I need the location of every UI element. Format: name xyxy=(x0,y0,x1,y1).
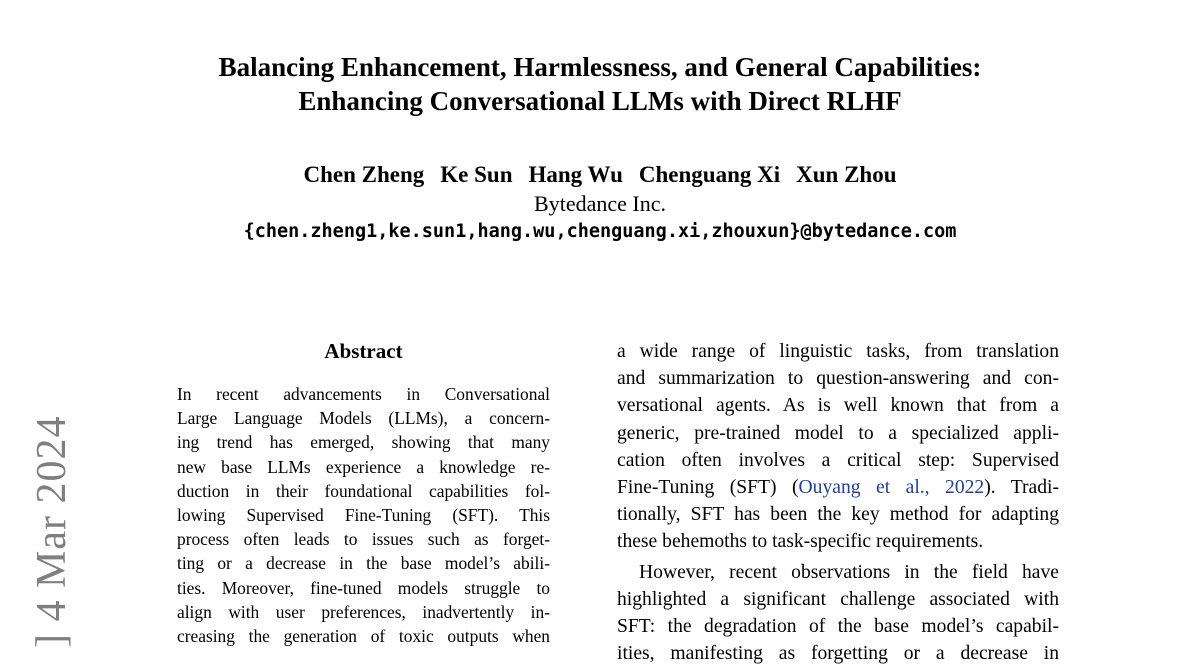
intro-line: SFT: the degradation of the base model’s capabil- xyxy=(617,616,1059,638)
abstract-line: new base LLMs experience a knowledge re- xyxy=(177,456,550,477)
author-name: Xun Zhou xyxy=(796,162,897,187)
intro-line: highlighted a significant challenge associated with xyxy=(617,588,1059,610)
intro-line: versational agents. As is well known that from a xyxy=(617,395,1059,417)
citation-link-ouyang-2022[interactable]: Ouyang et al., 2022 xyxy=(798,477,985,499)
title-line-2: Enhancing Conversational LLMs with Direct RLHF xyxy=(298,86,902,116)
author-list xyxy=(150,161,1050,189)
abstract-line: duction in their foundational capabilities fol- xyxy=(177,480,550,501)
intro-line: cation often involves a critical step: Supervised xyxy=(617,449,1059,471)
abstract-line: ting or a decrease in the base model’s abili- xyxy=(177,553,550,574)
abstract-body xyxy=(177,382,550,648)
intro-line: a wide range of linguistic tasks, from translation xyxy=(617,341,1059,362)
intro-line-citation xyxy=(617,474,1059,501)
author-name: Ke Sun xyxy=(440,162,513,187)
abstract-line: creasing the generation of toxic outputs when xyxy=(177,626,550,647)
abstract-line: align with user preferences, inadvertently in- xyxy=(177,601,550,622)
abstract-column xyxy=(177,337,550,648)
abstract-line: ties. Moreover, fine-tuned models struggle to xyxy=(177,577,550,598)
author-emails: {chen.zheng1,ke.sun1,hang.wu,chenguang.xi,zhouxun}@bytedance.com xyxy=(243,221,957,242)
introduction-column xyxy=(617,338,1059,667)
intro-line: and summarization to question-answering and con- xyxy=(617,368,1059,390)
author-name: Chenguang Xi xyxy=(638,162,781,187)
intro-line: these behemoths to task-specific requirements. xyxy=(617,531,984,553)
abstract-line: ing trend has emerged, showing that many xyxy=(177,432,550,453)
intro-line: ities, manifesting as forgetting or a decrease in xyxy=(617,643,1059,665)
affiliation: Bytedance Inc. xyxy=(534,191,666,216)
paper-title xyxy=(150,50,1050,118)
abstract-line: process often leads to issues such as forget- xyxy=(177,529,550,550)
author-name: Hang Wu xyxy=(528,162,623,187)
abstract-line: In recent advancements in Conversational xyxy=(177,384,550,404)
abstract-heading: Abstract xyxy=(324,339,403,363)
arxiv-stamp: ] 4 Mar 2024 xyxy=(29,415,75,648)
intro-line: However, recent observations in the field have xyxy=(639,561,1059,583)
author-name: Chen Zheng xyxy=(303,162,425,187)
intro-text: Fine-Tuning (SFT) ( xyxy=(617,477,799,499)
abstract-line: lowing Supervised Fine-Tuning (SFT). This xyxy=(177,505,550,526)
intro-line: tionally, SFT has been the key method for adapting xyxy=(617,504,1059,526)
intro-line: generic, pre-trained model to a specialized appli- xyxy=(617,422,1059,444)
intro-text: ). Tradi- xyxy=(984,477,1060,499)
title-line-1: Balancing Enhancement, Harmlessness, and General Capabilities: xyxy=(218,52,982,82)
abstract-line: Large Language Models (LLMs), a concern- xyxy=(177,408,550,429)
